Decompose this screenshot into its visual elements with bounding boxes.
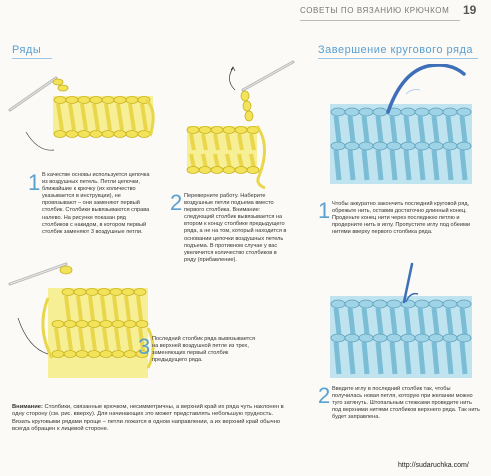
rows-step2-illustration [165, 60, 300, 190]
rows-note [12, 404, 284, 434]
crochet-hook-icon [243, 62, 293, 90]
crochet-hook-icon [10, 78, 56, 110]
rows-step1-illustration [8, 70, 158, 170]
pointer-line [26, 132, 54, 150]
rows-step2-text: Переверните работу. Наберите воздушные петли подъема вместо первого столбика. Внимание: следующий столбик вывязывается на втором к концу столбике предыдущего ряда, а не на том, который находится в основании цепочки воздушных петель подъема. В противном случае у вас увеличится количество столбиков в ряду (прибавление). [184, 193, 287, 263]
round-step1-number: 1 [318, 198, 331, 223]
rows-step3-illustration [8, 258, 163, 393]
rows-step1-text: В качестве основы используется цепочка из воздушных петель. Петли цепочки, ближайшие к крючку (их количество указывается в инструкции), не провязывают – они заменяют первый столбик. Столбики вывязываются справа налево. На рисунке показан ряд столбиков с накидом, в котором первый столбик заменяют 3 воздушные петли. [42, 172, 150, 235]
rows-step3-number: 3 [138, 334, 151, 359]
rows-note-text: Столбики, связанные крючком, несимметричны, а верхний край их ряда чуть наклонен в одну сторону (см. рис. вверху). Для начинающих это может представлять небольшую трудность. Вязать круговыми рядами проще – петли ложатся в одном направлении, а их верхний край обычно всегда обращен к лицевой стороне. [12, 404, 284, 433]
round-section-title: Завершение кругового ряда [318, 44, 474, 56]
round-step2-text: Введите иглу в последний столбик так, чтобы получилась новая петля, которую при желании можно туго затянуть. Штопальным стежками проведите нить под верхними нитями столбиков верхнего ряда. Так нить будет заправлена. [332, 386, 480, 421]
rows-section-title: Ряды [12, 44, 42, 56]
rows-note-label: Внимание: [12, 404, 43, 410]
round-step1-text: Чтобы аккуратно закончить последний круговой ряд, обрежьте нить, оставив достаточно длинный конец. Проденьте конец нити через последнюю петлю и продерните нить в иглу. Пропустите иглу под обеими нитями вверху первого столбика ряда. [332, 201, 471, 236]
round-step1-illustration [326, 64, 476, 190]
rows-section-rule [12, 58, 52, 59]
watermark: http://sudaruchka.com/ [398, 462, 469, 469]
rows-step1-number: 1 [28, 170, 41, 195]
rows-step3-text: Последний столбик ряда вывязывается на верхней воздушной петле из трех, заменяющих первый столбик предыдущего ряда. [152, 336, 256, 364]
header-rule [300, 20, 460, 21]
rows-step2-number: 2 [170, 190, 183, 215]
round-step2-illustration [326, 262, 476, 382]
round-step2-number: 2 [318, 383, 331, 408]
running-head: СОВЕТЫ ПО ВЯЗАНИЮ КРЮЧКОМ [300, 6, 450, 15]
round-section-rule [318, 58, 478, 59]
arrow-icon [229, 68, 235, 90]
page-number: 19 [463, 3, 477, 17]
crochet-hook-icon [10, 264, 66, 284]
